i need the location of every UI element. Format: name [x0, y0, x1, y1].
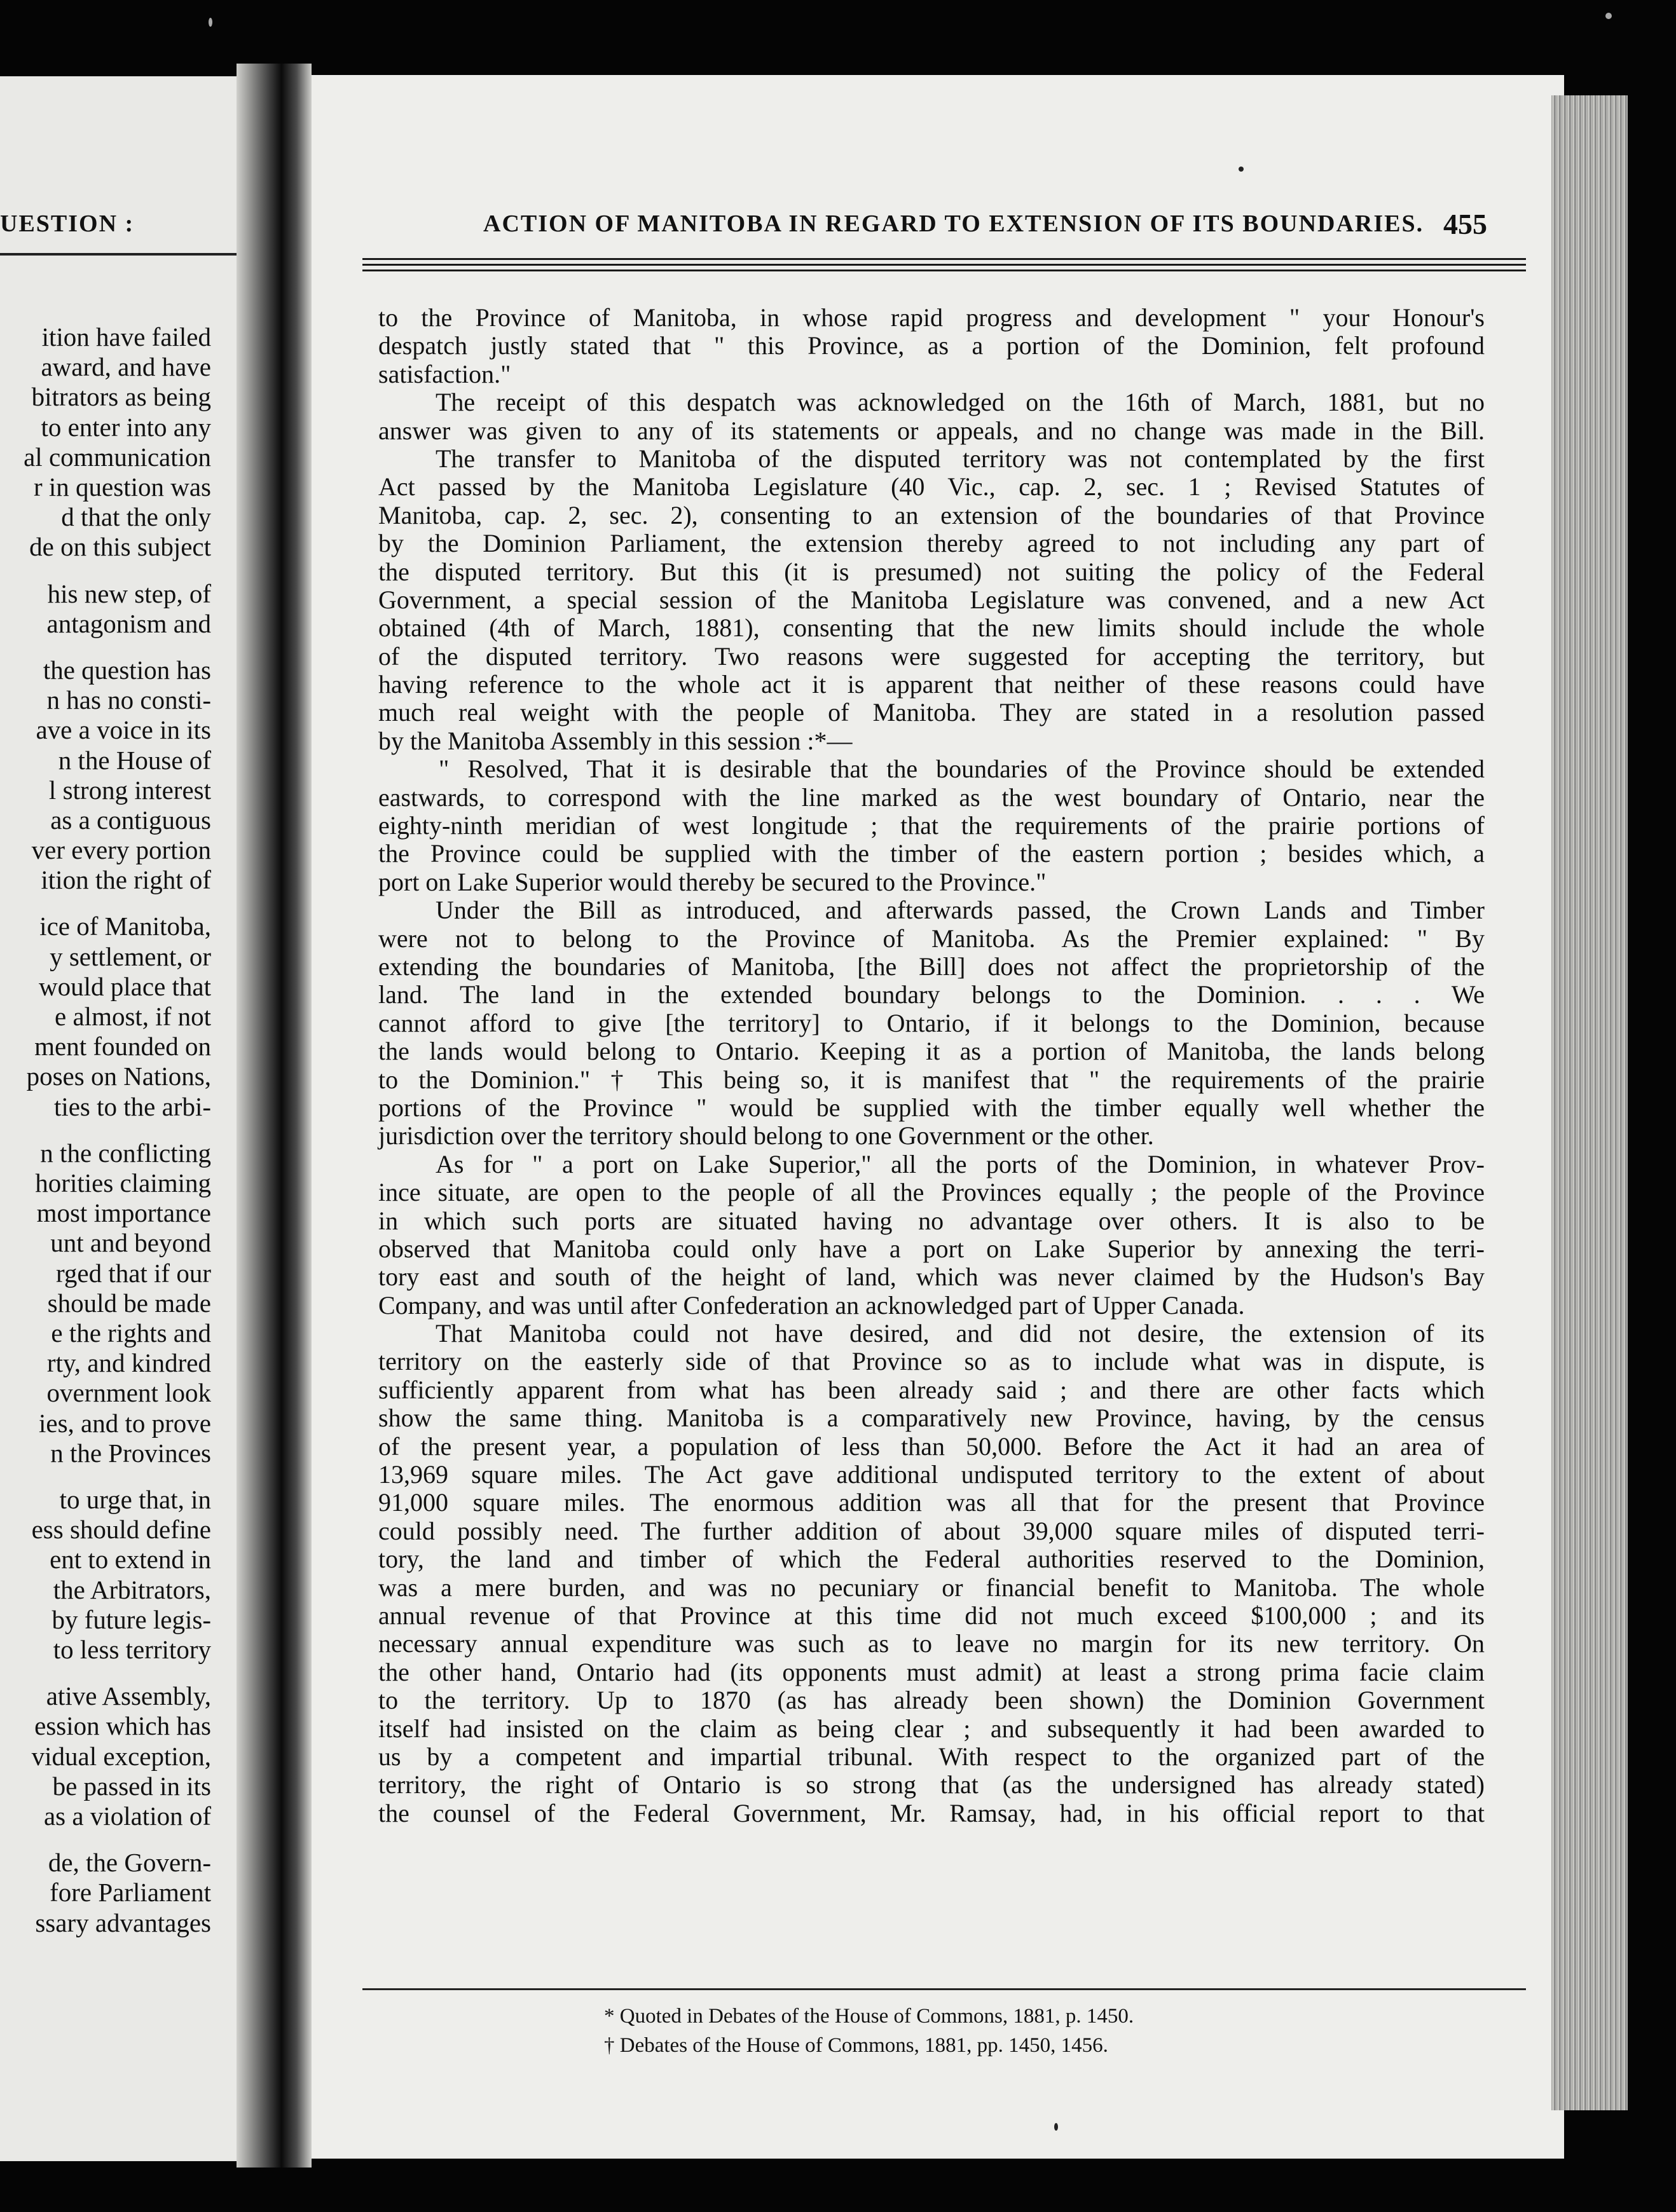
previous-page-line: award, and have	[41, 352, 211, 382]
text-line: could possibly need. The further addition of about 39,000 square miles of disputed terri-	[378, 1516, 1485, 1545]
page-number: 455	[1443, 208, 1487, 240]
previous-page-line: ess should define	[31, 1515, 211, 1545]
text-line: to the Province of Manitoba, in whose rapid progress and development " your Honour's	[378, 303, 1485, 332]
previous-page-line: vidual exception,	[31, 1741, 211, 1771]
previous-page-line: al communication	[24, 442, 211, 472]
previous-page-line: ition the right of	[41, 865, 211, 895]
current-page	[312, 75, 1564, 2159]
previous-page-line: ties to the arbi-	[53, 1091, 211, 1121]
text-line: The transfer to Manitoba of the disputed territory was not contemplated by the first	[436, 444, 1485, 473]
text-line: territory, the right of Ontario is so strong that (as the undersigned has already stated)	[378, 1770, 1485, 1799]
page-body	[378, 304, 1485, 1827]
text-line: the Province could be supplied with the timber of the eastern portion ; besides which, a	[378, 839, 1485, 868]
text-line: port on Lake Superior would thereby be secured to the Province."	[378, 867, 1047, 896]
text-line: the disputed territory. But this (it is presumed) not suiting the policy of the Federal	[378, 557, 1485, 586]
text-line: Under the Bill as introduced, and afterwards passed, the Crown Lands and Timber	[436, 896, 1485, 925]
previous-page-line: the question has	[43, 655, 211, 685]
previous-page-line: y settlement, or	[50, 941, 211, 971]
previous-page-line: horities claiming	[35, 1168, 211, 1198]
scan-speck	[1605, 13, 1612, 19]
previous-page-line: n the Provinces	[50, 1438, 211, 1468]
text-line: much real weight with the people of Manitoba. They are stated in a resolution passed	[378, 698, 1485, 727]
text-line: the other hand, Ontario had (its opponents must admit) at least a strong prima facie claim	[378, 1657, 1485, 1686]
previous-page-line: ies, and to prove	[39, 1408, 211, 1438]
text-line: Government, a special session of the Manitoba Legislature was convened, and a new Act	[378, 585, 1485, 614]
header-rule-middle	[362, 264, 1526, 266]
previous-page-line: most importance	[36, 1198, 211, 1228]
running-head: ACTION OF MANITOBA IN REGARD TO EXTENSION OF ITS BOUNDARIES.	[483, 210, 1424, 237]
text-line: necessary annual expenditure was such as to leave no margin for its new territory. On	[378, 1629, 1485, 1658]
text-line: of the disputed territory. Two reasons were suggested for accepting the territory, but	[378, 641, 1485, 671]
footnote: * Quoted in Debates of the House of Commons, 1881, p. 1450.	[604, 2005, 1134, 2028]
text-line: by the Manitoba Assembly in this session :*—	[378, 726, 853, 755]
page-stack-edge	[1551, 95, 1628, 2110]
text-line: That Manitoba could not have desired, and did not desire, the extension of its	[436, 1319, 1485, 1348]
text-line: ince situate, are open to the people of all the Provinces equally ; the people of the Province	[378, 1178, 1485, 1207]
previous-page-line: l strong interest	[48, 775, 211, 805]
text-line: of the present year, a population of less than 50,000. Before the Act it had an area of	[378, 1431, 1485, 1461]
scan-speck	[209, 18, 212, 27]
text-line: territory on the easterly side of that Province so as to include what was in dispute, is	[378, 1347, 1485, 1376]
previous-page	[0, 76, 237, 2161]
previous-page-line: as a contiguous	[50, 805, 211, 835]
previous-page-line: would place that	[39, 971, 211, 1001]
previous-page-line: should be made	[47, 1288, 211, 1318]
previous-page-line: e the rights and	[51, 1318, 211, 1348]
previous-page-line: the Arbitrators,	[53, 1574, 211, 1604]
text-line: to the territory. Up to 1870 (as has already been shown) the Dominion Government	[378, 1686, 1485, 1715]
previous-page-line: by future legis-	[52, 1604, 211, 1634]
previous-page-line: ment founded on	[34, 1032, 211, 1062]
previous-page-line: ssary advantages	[35, 1908, 211, 1937]
previous-page-line: n has no consti-	[46, 685, 211, 715]
text-line: 91,000 square miles. The enormous addition was all that for the present that Province	[378, 1488, 1485, 1517]
text-line: 13,969 square miles. The Act gave additional undisputed territory to the extent of about	[378, 1460, 1485, 1489]
text-line: the lands would belong to Ontario. Keeping it as a portion of Manitoba, the lands belong	[378, 1037, 1485, 1066]
text-line: tory east and south of the height of land, which was never claimed by the Hudson's Bay	[378, 1262, 1485, 1292]
previous-page-line: his new step, of	[47, 578, 211, 608]
text-line: tory, the land and timber of which the Federal authorities reserved to the Dominion,	[378, 1545, 1485, 1574]
text-line: Company, and was until after Confederation an acknowledged part of Upper Canada.	[378, 1290, 1245, 1320]
text-line: As for " a port on Lake Superior," all the ports of the Dominion, in whatever Prov-	[436, 1149, 1485, 1178]
text-line: cannot afford to give [the territory] to Ontario, if it belongs to the Dominion, because	[378, 1008, 1485, 1037]
previous-page-line: r in question was	[34, 472, 211, 502]
scan-speck	[1239, 167, 1244, 172]
previous-page-line: be passed in its	[52, 1771, 211, 1801]
text-line: the counsel of the Federal Government, Mr. Ramsay, had, in his official report to that	[378, 1798, 1485, 1827]
previous-page-header-rule	[0, 253, 237, 256]
previous-page-line: as a violation of	[43, 1801, 211, 1831]
text-line: obtained (4th of March, 1881), consenting that the new limits should include the whole	[378, 613, 1485, 643]
previous-page-line: de, the Govern-	[48, 1848, 211, 1878]
scan-speck	[1054, 2123, 1058, 2131]
text-line: were not to belong to the Province of Manitoba. As the Premier explained: " By	[378, 924, 1485, 953]
text-line: jurisdiction over the territory should belong to one Government or the other.	[378, 1121, 1154, 1150]
text-line: eighty-ninth meridian of west longitude ; that the requirements of the prairie portions of	[378, 811, 1485, 840]
previous-page-line: ver every portion	[31, 835, 211, 865]
text-line: by the Dominion Parliament, the extension thereby agreed to not including any part of	[378, 529, 1485, 558]
text-line: Manitoba, cap. 2, sec. 2), consenting to an extension of the boundaries of that Province	[378, 500, 1485, 529]
previous-page-line: n the conflicting	[40, 1138, 211, 1168]
previous-page-line: ition have failed	[41, 322, 211, 352]
header-rule-top	[362, 258, 1526, 260]
text-line: observed that Manitoba could only have a port on Lake Superior by annexing the terri-	[378, 1234, 1485, 1263]
previous-page-line: ave a voice in its	[36, 715, 211, 745]
previous-page-line: ice of Manitoba,	[39, 911, 211, 941]
text-line: to the Dominion." † This being so, it is manifest that " the requirements of the prairie	[378, 1065, 1485, 1094]
previous-page-line: d that the only	[61, 502, 211, 532]
previous-page-line: e almost, if not	[55, 1002, 211, 1032]
previous-page-line: bitrators as being	[31, 382, 211, 412]
book-gutter	[237, 64, 312, 2168]
previous-page-line: to enter into any	[41, 412, 211, 442]
text-line: land. The land in the extended boundary belongs to the Dominion. . . . We	[378, 980, 1485, 1009]
text-line: extending the boundaries of Manitoba, [the Bill] does not affect the proprietorship of the	[378, 952, 1485, 981]
previous-page-line: rty, and kindred	[46, 1348, 211, 1378]
previous-page-line: overnment look	[46, 1378, 211, 1408]
previous-page-line: rged that if our	[55, 1258, 211, 1288]
text-line: annual revenue of that Province at this time did not much exceed $100,000 ; and its	[378, 1601, 1485, 1630]
footnote-rule	[362, 1988, 1526, 1990]
text-line: in which such ports are situated having no advantage over others. It is also to be	[378, 1206, 1485, 1235]
text-line: portions of the Province " would be supplied with the timber equally well whether the	[378, 1093, 1485, 1122]
previous-page-line: ession which has	[34, 1711, 211, 1741]
text-line: was a mere burden, and was no pecuniary or financial benefit to Manitoba. The whole	[378, 1573, 1485, 1602]
previous-page-running-head: UESTION :	[0, 210, 135, 237]
previous-page-line: unt and beyond	[50, 1228, 211, 1258]
text-line: answer was given to any of its statements or appeals, and no change was made in the Bill.	[378, 416, 1485, 445]
previous-page-line: poses on Nations,	[26, 1062, 211, 1091]
text-line: despatch justly stated that " this Province, as a portion of the Dominion, felt profound	[378, 331, 1485, 360]
previous-page-line: n the House of	[58, 745, 211, 775]
previous-page-line: fore Parliament	[50, 1878, 211, 1908]
text-line: us by a competent and impartial tribunal. With respect to the organized part of the	[378, 1742, 1485, 1771]
previous-page-line: ent to extend in	[50, 1545, 211, 1574]
text-line: satisfaction."	[378, 359, 511, 388]
footnote: † Debates of the House of Commons, 1881, pp. 1450, 1456.	[604, 2034, 1108, 2057]
previous-page-line: antagonism and	[46, 608, 211, 638]
text-line: sufficiently apparent from what has been already said ; and there are other facts which	[378, 1375, 1485, 1404]
header-rule-bottom	[362, 270, 1526, 271]
previous-page-line: to urge that, in	[59, 1485, 211, 1514]
text-line: eastwards, to correspond with the line marked as the west boundary of Ontario, near the	[378, 782, 1485, 812]
previous-page-line: to less territory	[53, 1635, 211, 1664]
text-line: The receipt of this despatch was acknowledged on the 16th of March, 1881, but no	[436, 388, 1485, 417]
text-line: itself had insisted on the claim as being clear ; and subsequently it had been awarded to	[378, 1714, 1485, 1743]
text-line: Act passed by the Manitoba Legislature (40 Vic., cap. 2, sec. 1 ; Revised Statutes of	[378, 472, 1485, 502]
text-line: " Resolved, That it is desirable that the boundaries of the Province should be extended	[439, 754, 1485, 784]
previous-page-line: ative Assembly,	[46, 1681, 211, 1711]
previous-page-line: de on this subject	[29, 532, 211, 562]
text-line: show the same thing. Manitoba is a comparatively new Province, having, by the census	[378, 1403, 1485, 1433]
text-line: having reference to the whole act it is apparent that neither of these reasons could have	[378, 670, 1485, 699]
